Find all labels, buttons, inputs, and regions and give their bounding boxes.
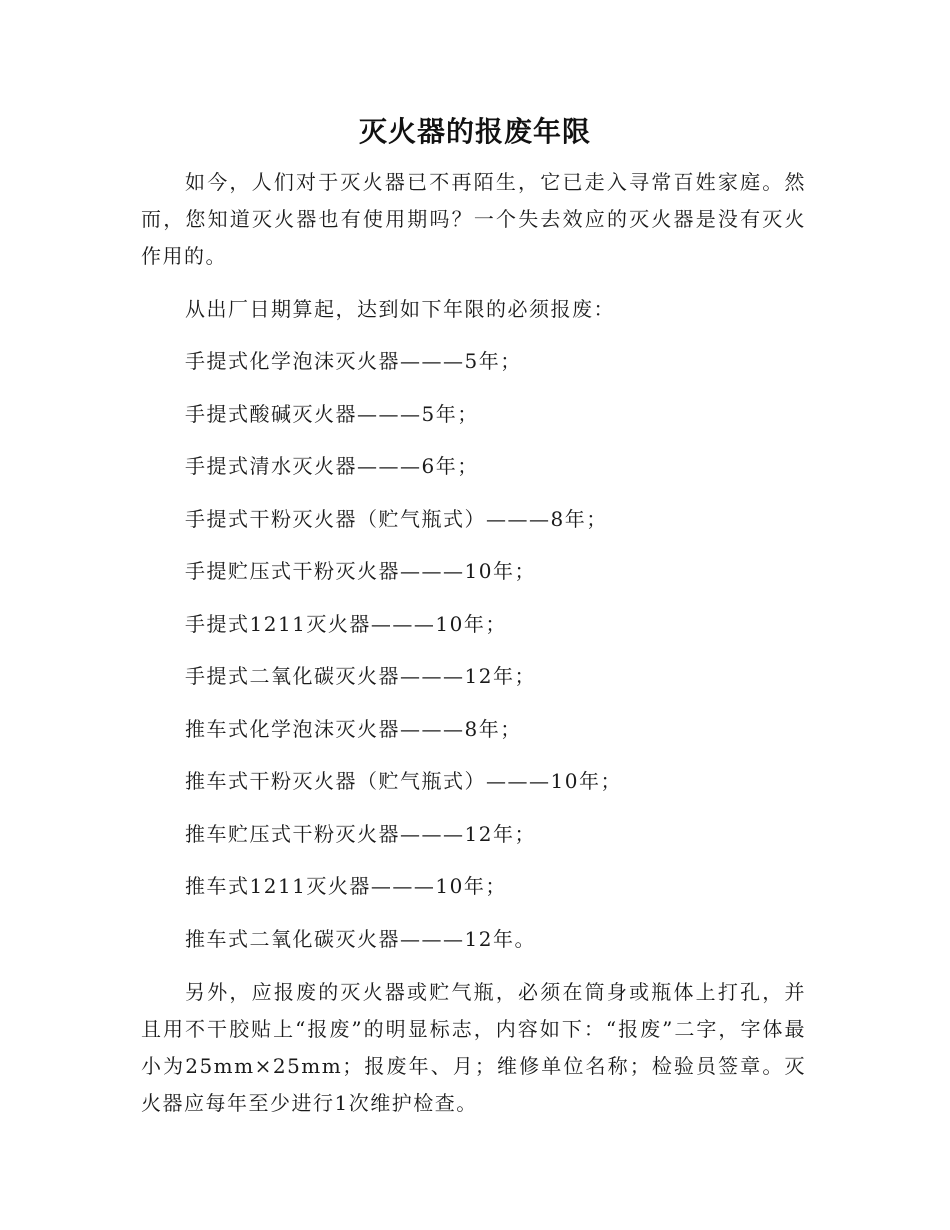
list-item: 推车式二氧化碳灭火器———12年。 bbox=[185, 926, 536, 951]
closing-paragraph: 另外，应报废的灭火器或贮气瓶，必须在筒身或瓶体上打孔，并且用不干胶贴上“报废”的明显标志，内容如下：“报废”二字，字体最小为25mm×25mm；报废年、月；维修单位名称；检验员签章。灭火器应每年至少进行1次维护检查。 bbox=[141, 980, 806, 1115]
list-item: 手提式1211灭火器———10年； bbox=[185, 611, 507, 636]
list-item: 手提贮压式干粉灭火器———10年； bbox=[185, 559, 536, 583]
list-item: 推车贮压式干粉灭火器———12年； bbox=[185, 821, 536, 846]
list-item: 手提式干粉灭火器（贮气瓶式）———8年； bbox=[185, 506, 608, 531]
list-item: 推车式干粉灭火器（贮气瓶式）———10年； bbox=[185, 769, 622, 793]
list-item: 手提式酸碱灭火器———5年； bbox=[185, 401, 479, 426]
expiry-list bbox=[141, 343, 806, 973]
list-item: 推车式化学泡沫灭火器———8年； bbox=[185, 716, 522, 741]
list-item: 手提式化学泡沫灭火器———5年； bbox=[185, 349, 522, 373]
list-item: 推车式1211灭火器———10年； bbox=[185, 874, 507, 898]
document-title: 灭火器的报废年限 bbox=[358, 115, 591, 148]
intro-paragraph: 如今，人们对于灭火器已不再陌生，它已走入寻常百姓家庭。然而，您知道灭火器也有使用期吗？一个失去效应的灭火器是没有灭火作用的。 bbox=[141, 170, 806, 268]
list-item: 手提式清水灭火器———6年； bbox=[185, 454, 479, 478]
lead-paragraph: 从出厂日期算起，达到如下年限的必须报废： bbox=[185, 297, 615, 321]
list-item: 手提式二氧化碳灭火器———12年； bbox=[185, 664, 536, 688]
